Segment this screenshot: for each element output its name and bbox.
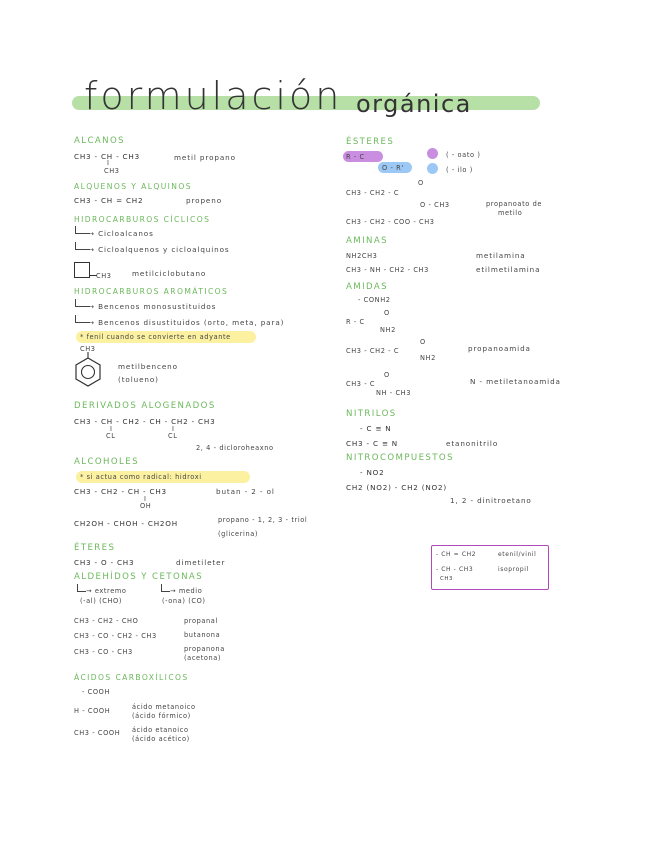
name-butanona: butanona: [184, 631, 221, 639]
name-metilpropano: metil propano: [174, 153, 236, 162]
formula-ester-condensed: CH3 - CH2 - COO - CH3: [346, 218, 435, 226]
heading-aminas: AMINAS: [346, 236, 388, 246]
name-etanoico: ácido etanoico: [132, 726, 189, 734]
isopropil-ch3: CH3: [440, 576, 454, 582]
item-monosustituidos: → Bencenos monosustituidos: [88, 302, 217, 311]
formula-propanoamida: CH3 - CH2 - C: [346, 347, 400, 355]
group-cn: - C ≡ N: [360, 424, 392, 433]
heading-alquenos: ALQUENOS Y ALQUINOS: [74, 182, 192, 191]
ester-o: O: [418, 179, 424, 187]
name-etilmetilamina: etilmetilamina: [476, 265, 541, 274]
item-cicloalquenos: → Cicloalquenos y cicloalquinos: [88, 245, 230, 254]
formula-dimetileter: CH3 - O - CH3: [74, 558, 135, 567]
amida-nh2: NH2: [380, 326, 396, 334]
heading-esteres: ÉSTERES: [346, 137, 395, 147]
oh: OH: [140, 502, 152, 510]
name-metilo: metilo: [498, 209, 523, 217]
name-formico: (ácido fórmico): [132, 712, 191, 720]
branch-ch3: CH3: [104, 167, 120, 175]
group-cooh: - COOH: [82, 688, 111, 696]
cetona-sufijo: (-ona) (CO): [162, 597, 206, 605]
ester-rc: R - C: [346, 153, 365, 161]
heading-amidas: AMIDAS: [346, 282, 389, 292]
aldehido-sufijo: (-al) (CHO): [80, 597, 122, 605]
name-acetico: (ácido acético): [132, 735, 190, 743]
name-dimetileter: dimetileter: [176, 558, 226, 567]
formula-butanona: CH3 - CO - CH2 - CH3: [74, 632, 157, 640]
page-subtitle: orgánica: [356, 90, 472, 118]
amida-nhch3: NH - CH3: [376, 389, 412, 397]
name-propanona: propanona: [184, 645, 225, 653]
note-fenil: * fenil cuando se convierte en adyante: [80, 333, 231, 341]
ester-och3: O - CH3: [420, 201, 450, 209]
bond: I: [172, 425, 175, 433]
formula-metilamina: NH2CH3: [346, 252, 378, 260]
formula-propanona: CH3 - CO - CH3: [74, 648, 133, 656]
bond: I: [144, 495, 147, 503]
name-acetona: (acetona): [184, 654, 222, 662]
formula-isopropil: - CH - CH3: [436, 566, 474, 573]
formula-vinil: - CH = CH2: [436, 551, 477, 558]
suffix-ilo: ( - ilo ): [446, 166, 473, 174]
cetona-medio: → medio: [170, 587, 203, 595]
amida-o: O: [384, 309, 390, 317]
name-metilciclobutano: metilciclobutano: [132, 269, 207, 278]
formula-dinitroetano: CH2 (NO2) - CH2 (NO2): [346, 483, 447, 492]
heading-halogenados: DERIVADOS ALOGENADOS: [74, 401, 216, 411]
amida-o: O: [384, 371, 390, 379]
formula-metilpropano: CH3 - CH - CH3: [74, 152, 140, 161]
group-conh2: - CONH2: [358, 296, 391, 304]
name-propanoamida: propanoamida: [468, 344, 531, 353]
bracket: [77, 584, 86, 592]
amida-rc: R - C: [346, 318, 365, 326]
bracket: [161, 584, 170, 592]
formula-metiletanoamida: CH3 - C: [346, 380, 376, 388]
amida-o: O: [420, 338, 426, 346]
formula-etanoico: CH3 - COOH: [74, 729, 121, 737]
formula-etanonitrilo: CH3 - C ≡ N: [346, 439, 398, 448]
purple-dot-icon: [427, 148, 438, 159]
name-metanoico: ácido metanoico: [132, 703, 196, 711]
name-tolueno: (tolueno): [118, 375, 159, 384]
name-metilamina: metilamina: [476, 251, 526, 260]
name-propanotriol: propano - 1, 2, 3 - triol: [218, 516, 308, 524]
name-etanonitrilo: etanonitrilo: [446, 439, 499, 448]
cl-1: CL: [106, 432, 116, 440]
formula-propanoato: CH3 - CH2 - C: [346, 189, 400, 197]
heading-aromaticos: HIDROCARBUROS AROMÁTICOS: [74, 287, 229, 296]
formula-metanoico: H - COOH: [74, 707, 111, 715]
name-propeno: propeno: [186, 196, 222, 205]
heading-nitrilos: NITRILOS: [346, 409, 397, 419]
aldehido-extremo: → extremo: [86, 587, 127, 595]
suffix-oato: ( - oato ): [446, 151, 481, 159]
blue-dot-icon: [427, 163, 438, 174]
page-title: formulación: [84, 74, 343, 118]
formula-glicerina: CH2OH - CHOH - CH2OH: [74, 519, 178, 528]
square-ch3: CH3: [96, 272, 112, 280]
heading-nitro: NITROCOMPUESTOS: [346, 453, 454, 463]
item-cicloalcanos: → Cicloalcanos: [88, 229, 154, 238]
formula-butanol: CH3 - CH2 - CH - CH3: [74, 487, 167, 496]
heading-ciclicos: HIDROCARBUROS CÍCLICOS: [74, 215, 211, 224]
name-metiletanoamida: N - metiletanoamida: [470, 377, 561, 386]
bond: I: [110, 425, 113, 433]
formula-propeno: CH3 - CH = CH2: [74, 196, 144, 205]
heading-acidos: ÁCIDOS CARBOXÍLICOS: [74, 673, 189, 682]
benzene-ring-icon: [74, 352, 104, 388]
cyclobutane-square: [74, 262, 90, 278]
name-propanoato: propanoato de: [486, 200, 543, 208]
bond: I: [107, 159, 110, 167]
amida-nh2: NH2: [420, 354, 436, 362]
note-hidroxi: * si actua como radical: hidroxi: [80, 473, 202, 481]
heading-eteres: ÉTERES: [74, 543, 116, 553]
ester-or: O - R': [382, 164, 404, 172]
formula-propanal: CH3 - CH2 - CHO: [74, 617, 139, 625]
name-vinil: etenil/vinil: [498, 551, 537, 558]
name-dinitroetano: 1, 2 - dinitroetano: [450, 496, 532, 505]
formula-dicloro: CH3 - CH - CH2 - CH - CH2 - CH3: [74, 417, 216, 426]
heading-alcanos: ALCANOS: [74, 136, 125, 146]
cl-2: CL: [168, 432, 178, 440]
formula-etilmetilamina: CH3 - NH - CH2 - CH3: [346, 266, 429, 274]
name-isopropil: isopropil: [498, 566, 529, 573]
heading-alcoholes: ALCOHOLES: [74, 457, 139, 467]
name-dicloro: 2, 4 - dicloroheaxno: [196, 444, 274, 452]
heading-aldehidos: ALDEHÍDOS Y CETONAS: [74, 572, 204, 582]
item-disustituidos: → Bencenos disustituidos (orto, meta, para): [88, 318, 285, 327]
name-glicerina: (glicerina): [218, 530, 259, 538]
name-propanal: propanal: [184, 617, 218, 625]
benzene-ch3: CH3: [80, 345, 96, 353]
name-butanol: butan - 2 - ol: [216, 487, 275, 496]
name-metilbenceno: metilbenceno: [118, 362, 178, 371]
group-no2: - NO2: [360, 468, 385, 477]
